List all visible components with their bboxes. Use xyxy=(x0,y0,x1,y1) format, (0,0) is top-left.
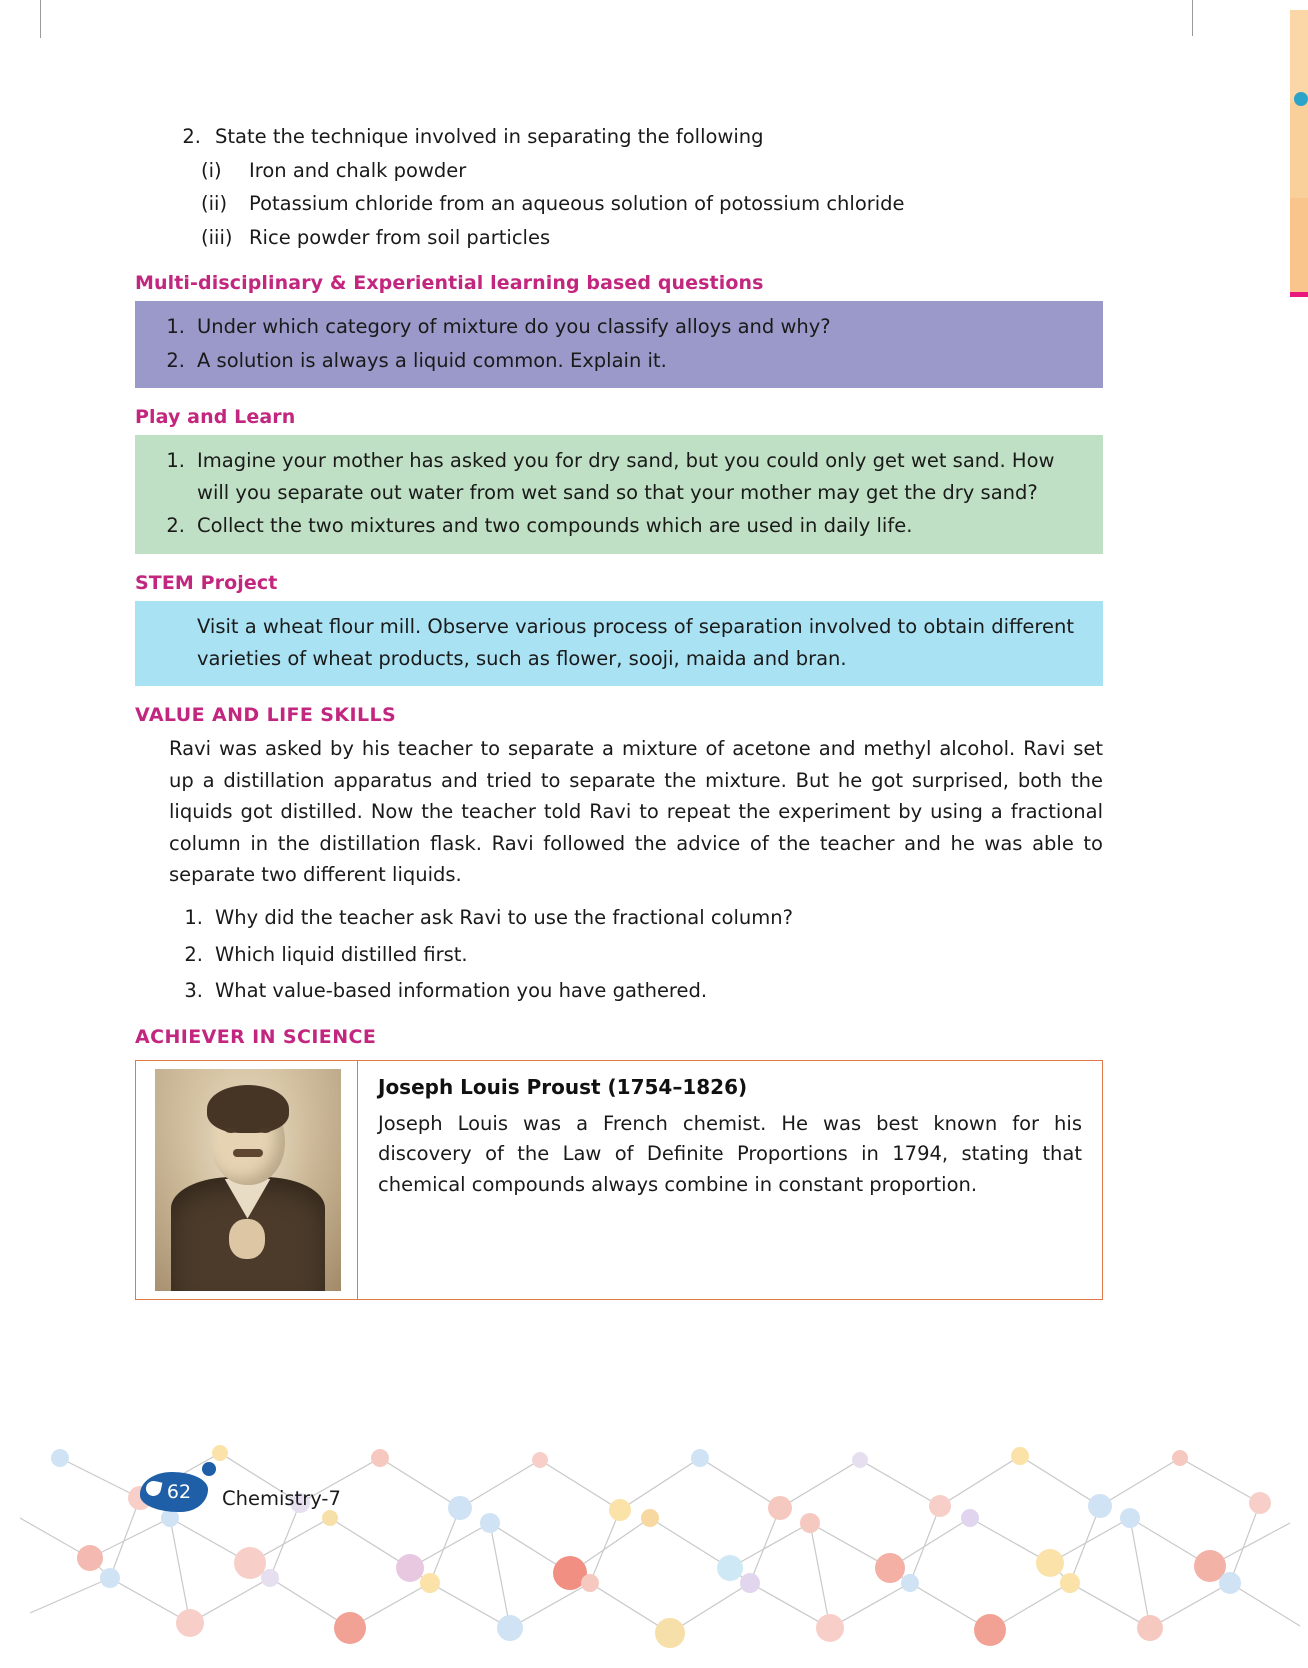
item-marker: 1. xyxy=(166,449,185,473)
question-item xyxy=(171,120,1103,154)
portrait-photo xyxy=(155,1069,341,1291)
section-heading-value-and-life-skills: VALUE AND LIFE SKILLS xyxy=(135,704,397,727)
achiever-name: Joseph Louis Proust (1754–1826) xyxy=(378,1074,748,1099)
portrait-hand xyxy=(229,1219,265,1259)
item-text: What value-based information you have gathered. xyxy=(215,979,708,1003)
question-subitems xyxy=(201,154,1103,255)
item-marker: 1. xyxy=(184,906,203,930)
edge-band-2 xyxy=(1290,102,1308,198)
crop-mark-top-left xyxy=(40,0,41,38)
portrait-eye-right xyxy=(259,1127,271,1133)
play-and-learn-box xyxy=(135,435,1103,554)
section-heading-play-and-learn: Play and Learn xyxy=(135,406,296,429)
page-number: 62 xyxy=(166,1481,192,1503)
list-item xyxy=(151,510,1087,542)
list-item xyxy=(151,311,1087,343)
value-question-list xyxy=(169,901,1103,1008)
question-number: 2. xyxy=(182,125,201,148)
page-number-badge xyxy=(140,1472,212,1516)
edge-band-3 xyxy=(1290,198,1308,292)
item-text: Why did the teacher ask Ravi to use the fractional column? xyxy=(215,906,793,930)
stem-project-box xyxy=(135,601,1103,686)
list-item xyxy=(151,611,1087,674)
subitem-text: Potassium chloride from an aqueous solution of potossium chloride xyxy=(249,192,905,216)
item-text: Which liquid distilled first. xyxy=(215,942,468,966)
item-text: Collect the two mixtures and two compounds which are used in daily life. xyxy=(197,514,913,538)
subitem-text: Rice powder from soil particles xyxy=(249,225,551,249)
list-item xyxy=(151,445,1087,508)
subitem-marker: (iii) xyxy=(201,225,233,249)
achiever-card xyxy=(135,1060,1103,1300)
edge-underline xyxy=(1290,292,1308,297)
list-item xyxy=(201,187,1103,221)
item-text: A solution is always a liquid common. Explain it. xyxy=(197,348,667,372)
achiever-bio: Joseph Louis was a French chemist. He was best known for his discovery of the Law of Definite Proportions in 1794, stating that chemical compounds always combine in constant proportion. xyxy=(378,1111,1082,1197)
portrait-hair xyxy=(207,1085,289,1133)
item-marker: 2. xyxy=(184,942,203,966)
item-marker: 3. xyxy=(184,979,203,1003)
value-paragraph: Ravi was asked by his teacher to separate a mixture of acetone and methyl alcohol. Ravi set up a distillation apparatus and tried to separate the mixture. But he got surprised, both the liquids got distilled. Now the teacher told Ravi to repeat the experiment by using a fractional column in the distillation flask. Ravi followed the advice of the teacher and he was able to separate two different liquids. xyxy=(169,737,1103,887)
section-heading-stem-project: STEM Project xyxy=(135,572,278,595)
multidisciplinary-box xyxy=(135,301,1103,388)
list-item xyxy=(169,901,1103,935)
subitem-marker: (ii) xyxy=(201,192,228,216)
subitem-marker: (i) xyxy=(201,158,222,182)
subitem-text: Iron and chalk powder xyxy=(249,158,467,182)
question-block xyxy=(171,120,1103,254)
achiever-text-cell xyxy=(358,1061,1102,1299)
section-heading-multidisciplinary: Multi-disciplinary & Experiential learning based questions xyxy=(135,272,764,295)
question-text: State the technique involved in separating the following xyxy=(215,125,764,148)
section-heading-achiever-in-science: ACHIEVER IN SCIENCE xyxy=(135,1025,377,1048)
item-marker: 1. xyxy=(166,315,185,339)
footer-decoration xyxy=(0,1398,1308,1668)
item-text: Under which category of mixture do you classify alloys and why? xyxy=(197,315,831,339)
portrait-moustache xyxy=(233,1149,263,1157)
edge-color-tabs xyxy=(1290,10,1308,292)
page-content xyxy=(135,120,1103,1300)
item-marker xyxy=(151,611,185,674)
list-item xyxy=(151,345,1087,377)
molecule-pattern-icon xyxy=(0,1398,1308,1668)
book-label: Chemistry-7 xyxy=(222,1487,341,1510)
item-marker: 2. xyxy=(166,348,185,372)
crop-mark-top-right xyxy=(1192,0,1193,36)
item-text: Imagine your mother has asked you for dry sand, but you could only get wet sand. How will you separate out water from wet sand so that your mother may get the dry sand? xyxy=(197,449,1055,504)
list-item xyxy=(201,154,1103,188)
item-marker: 2. xyxy=(166,514,185,538)
list-item xyxy=(169,974,1103,1008)
edge-band-1 xyxy=(1290,10,1308,102)
item-text: Visit a wheat flour mill. Observe various process of separation involved to obtain different varieties of wheat products, such as flower, sooji, maida and bran. xyxy=(197,615,1075,670)
portrait-eye-left xyxy=(225,1127,237,1133)
edge-dot-icon xyxy=(1294,92,1308,106)
list-item xyxy=(201,221,1103,255)
achiever-photo-cell xyxy=(136,1061,358,1299)
list-item xyxy=(169,938,1103,972)
